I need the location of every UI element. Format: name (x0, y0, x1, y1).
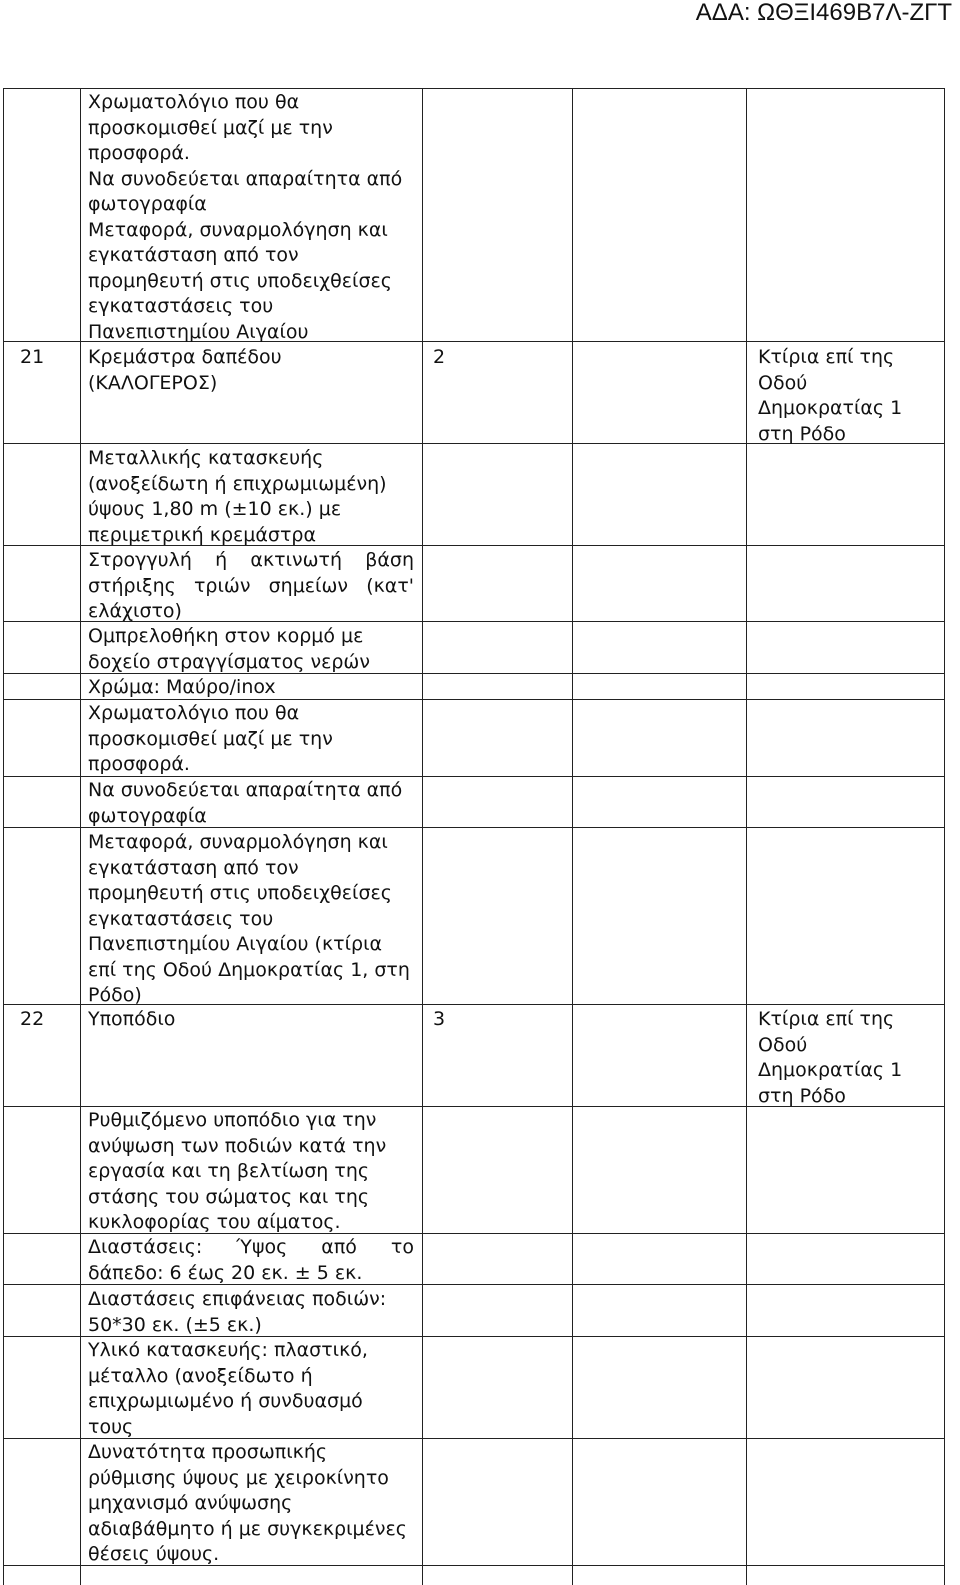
spec-line: φωτογραφία (88, 804, 207, 827)
spec-line: εγκατάσταση από τον (88, 244, 299, 266)
spec-line: εργασία και τη βελτίωση της (88, 1160, 370, 1182)
spec-block (88, 548, 414, 625)
location-line: Οδού (758, 1033, 808, 1056)
item-location (758, 1007, 938, 1109)
spec-line: προσκομισθεί μαζί με την (88, 116, 333, 139)
spec-line: Ρόδο) (88, 984, 142, 1006)
spec-line: προμηθευτή στις υποδειχθείσες (88, 882, 392, 904)
spec-line: Χρώμα: Μαύρο/inox (88, 676, 276, 698)
item-title (88, 345, 418, 396)
spec-line: επιχρωμιωμένο ή συνδυασμό (88, 1390, 363, 1412)
title-line: Υποπόδιο (88, 1008, 176, 1030)
column-divider-1 (80, 88, 81, 1585)
spec-line: Διαστάσεις επιφάνειας ποδιών: (88, 1288, 387, 1310)
spec-line: ανύψωση των ποδιών κατά την (88, 1134, 387, 1157)
spec-line: στήριξης τριών σημείων (κατ' (88, 574, 414, 597)
spec-line: (ανοξείδωτη ή επιχρωμιωμένη) (88, 472, 387, 495)
table-border-top (3, 88, 945, 89)
spec-line: Πανεπιστημίου Αιγαίου (88, 320, 309, 343)
spec-line: προσκομισθεί μαζί με την (88, 727, 333, 750)
spec-line: Στρογγυλή ή ακτινωτή βάση (88, 549, 414, 571)
column-divider-3 (572, 88, 573, 1585)
item-number: 21 (20, 346, 45, 368)
spec-line: δάπεδο: 6 έως 20 εκ. ± 5 εκ. (88, 1261, 363, 1284)
spec-line: θέσεις ύψους. (88, 1543, 220, 1565)
spec-line: Χρωματολόγιο που θα (88, 91, 300, 113)
spec-line: ελάχιστο) (88, 600, 182, 622)
spec-line: Μεταφορά, συναρμολόγηση και (88, 831, 388, 853)
spec-line: προμηθευτή στις υποδειχθείσες (88, 269, 392, 292)
spec-line: Πανεπιστημίου Αιγαίου (κτίρια (88, 933, 383, 955)
spec-line: περιμετρική κρεμάστρα (88, 523, 316, 546)
document-code: ΑΔΑ: ΩΘΞΙ469Β7Λ-ΖΓΤ (695, 0, 952, 26)
spec-line: Μεταλλικής κατασκευής (88, 447, 324, 469)
spec-line: Δυνατότητα προσωπικής (88, 1441, 328, 1463)
spec-line: 50*30 εκ. (±5 εκ.) (88, 1313, 262, 1336)
item-location (758, 345, 938, 447)
spec-line: αδιαβάθμητο ή με συγκεκριμένες (88, 1517, 407, 1540)
spec-line: Χρωματολόγιο που θα (88, 702, 300, 724)
spec-line: Να συνοδεύεται απαραίτητα από (88, 779, 403, 801)
spec-line: Να συνοδεύεται απαραίτητα από (88, 167, 403, 190)
column-divider-2 (422, 88, 423, 1585)
title-line: Κρεμάστρα δαπέδου (88, 346, 282, 368)
spec-block (88, 830, 418, 1009)
location-line: Κτίρια επί της (758, 1008, 895, 1030)
spec-block (88, 778, 418, 829)
spec-line: τους (88, 1415, 134, 1438)
spec-block (88, 701, 418, 778)
spec-block (88, 1338, 418, 1440)
spec-line: Διαστάσεις: Ύψος από το (88, 1236, 414, 1258)
location-line: στη Ρόδο (758, 1084, 846, 1107)
column-divider-4 (746, 88, 747, 1585)
location-line: Οδού (758, 371, 808, 394)
spec-line: μέταλλο (ανοξείδωτο ή (88, 1364, 313, 1387)
spec-line: εγκατάσταση από τον (88, 856, 299, 879)
spec-line: Μεταφορά, συναρμολόγηση και (88, 218, 388, 241)
spec-block (88, 624, 418, 675)
spec-line: δοχείο στραγγίσματος νερών (88, 650, 370, 673)
spec-line: στάσης του σώματος και της (88, 1185, 370, 1208)
spec-line: φωτογραφία (88, 193, 207, 215)
location-line: Κτίρια επί της (758, 346, 895, 368)
item-title (88, 1007, 418, 1033)
location-line: στη Ρόδο (758, 422, 846, 445)
spec-line: μηχανισμό ανύψωσης (88, 1492, 293, 1514)
table-border-right (944, 88, 945, 1585)
title-line: (ΚΑΛΟΓΕΡΟΣ) (88, 371, 218, 394)
table-border-left (3, 88, 4, 1585)
spec-line: Ομπρελοθήκη στον κορμό με (88, 625, 364, 647)
location-line: Δημοκρατίας 1 (758, 397, 903, 419)
spec-line: ρύθμισης ύψους με χειροκίνητο (88, 1466, 389, 1489)
item-quantity: 2 (433, 346, 446, 368)
spec-line: Ρυθμιζόμενο υποπόδιο για την (88, 1109, 377, 1131)
spec-line: εγκαταστάσεις του (88, 907, 274, 930)
spec-line: εγκαταστάσεις του (88, 295, 274, 317)
spec-block (88, 1108, 418, 1236)
location-line: Δημοκρατίας 1 (758, 1059, 903, 1081)
spec-line: κυκλοφορίας του αίματος. (88, 1211, 341, 1233)
spec-block (88, 1235, 414, 1286)
spec-line: Υλικό κατασκευής: πλαστικό, (88, 1339, 368, 1361)
spec-line: επί της Οδού Δημοκρατίας 1, στη (88, 958, 410, 981)
item-quantity: 3 (433, 1008, 446, 1030)
spec-block (88, 1440, 418, 1568)
prev-item-spec (88, 90, 418, 345)
spec-block (88, 675, 418, 701)
spec-line: προσφορά. (88, 142, 190, 164)
item-number: 22 (20, 1008, 45, 1030)
spec-line: ύψους 1,80 m (±10 εκ.) με (88, 498, 342, 520)
spec-line: προσφορά. (88, 753, 190, 775)
spec-block (88, 446, 418, 548)
spec-block (88, 1287, 418, 1338)
